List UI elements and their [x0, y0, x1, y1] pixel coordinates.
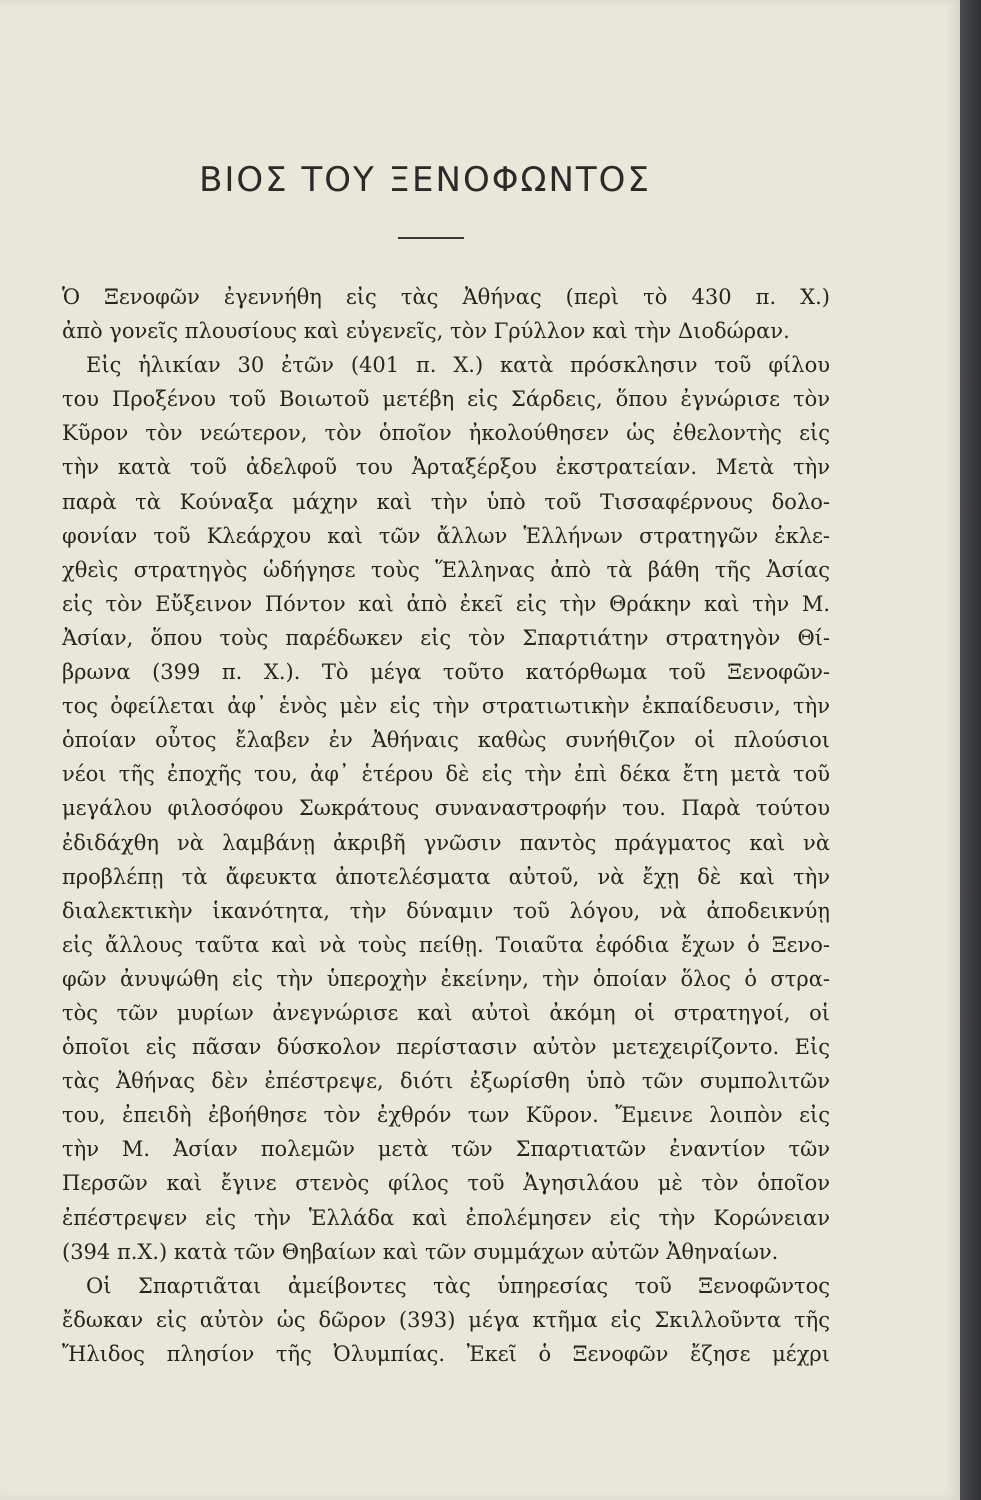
text-line: φῶν ἀνυψώθη εἰς τὴν ὑπεροχὴν ἐκείνην, τὴν ὁποίαν ὅλος ὁ στρα-: [62, 966, 830, 991]
text-line: προβλέπῃ τὰ ἄφευκτα ἀποτελέσματα αὐτοῦ, νὰ ἔχῃ δὲ καὶ τὴν: [62, 864, 830, 889]
text-line: φονίαν τοῦ Κλεάρχου καὶ τῶν ἄλλων Ἑλλήνων στρατηγῶν ἐκλε-: [62, 523, 830, 548]
text-line: χθεὶς στρατηγὸς ὡδήγησε τοὺς Ἕλληνας ἀπὸ τὰ βάθη τῆς Ἀσίας: [62, 557, 830, 582]
text-line: τος ὀφείλεται ἀφ᾽ ἑνὸς μὲν εἰς τὴν στρατιωτικὴν ἐκπαίδευσιν, τὴν: [62, 694, 830, 719]
body-text: [62, 280, 830, 1371]
text-line: Οἱ Σπαρτιᾶται ἀμείβοντες τὰς ὑπηρεσίας τοῦ Ξενοφῶντος: [86, 1273, 830, 1298]
text-line: διαλεκτικὴν ἱκανότητα, τὴν δύναμιν τοῦ λόγου, νὰ ἀποδεικνύῃ: [62, 898, 830, 923]
text-line: μεγάλου φιλοσόφου Σωκράτους συναναστροφήν του. Παρὰ τούτου: [62, 796, 830, 821]
text-line: παρὰ τὰ Κούναξα μάχην καὶ τὴν ὑπὸ τοῦ Τισσαφέρνους δολο-: [62, 489, 830, 514]
text-line: του Προξένου τοῦ Βοιωτοῦ μετέβη εἰς Σάρδεις, ὅπου ἐγνώρισε τὸν: [62, 387, 830, 412]
page-edge: [960, 0, 981, 1500]
text-line: Κῦρον τὸν νεώτερον, τὸν ὁποῖον ἠκολούθησεν ὡς ἐθελοντὴς εἰς: [62, 421, 830, 446]
text-line: Περσῶν καὶ ἔγινε στενὸς φίλος τοῦ Ἀγησιλάου μὲ τὸν ὁποῖον: [62, 1171, 830, 1196]
text-line: Εἰς ἡλικίαν 30 ἐτῶν (401 π. Χ.) κατὰ πρόσκλησιν τοῦ φίλου: [86, 353, 830, 378]
text-line: ἐδιδάχθη νὰ λαμβάνῃ ἀκριβῆ γνῶσιν παντὸς πράγματος καὶ νὰ: [62, 830, 830, 855]
text-line: εἰς ἄλλους ταῦτα καὶ νὰ τοὺς πείθῃ. Τοιαῦτα ἐφόδια ἔχων ὁ Ξενο-: [62, 932, 830, 957]
text-line: τὰς Ἀθήνας δὲν ἐπέστρεψε, διότι ἐξωρίσθη ὑπὸ τῶν συμπολιτῶν: [62, 1069, 830, 1094]
text-line: ὁποῖοι εἰς πᾶσαν δύσκολον περίστασιν αὐτὸν μετεχειρίζοντο. Εἰς: [62, 1035, 830, 1060]
page-title: ΒΙΟΣ ΤΟΥ ΞΕΝΟΦΩΝΤΟΣ: [199, 160, 651, 200]
text-line: νέοι τῆς ἐποχῆς του, ἀφ᾽ ἑτέρου δὲ εἰς τὴν ἐπὶ δέκα ἔτη μετὰ τοῦ: [62, 762, 830, 787]
text-line: ὁποίαν οὗτος ἔλαβεν ἐν Ἀθήναις καθὼς συνήθιζον οἱ πλούσιοι: [62, 728, 830, 753]
text-line: βρωνα (399 π. Χ.). Τὸ μέγα τοῦτο κατόρθωμα τοῦ Ξενοφῶν-: [62, 660, 830, 685]
text-line: τὴν κατὰ τοῦ ἀδελφοῦ του Ἀρταξέρξου ἐκστρατείαν. Μετὰ τὴν: [62, 455, 830, 480]
text-line: τὴν Μ. Ἀσίαν πολεμῶν μετὰ τῶν Σπαρτιατῶν ἐναντίον τῶν: [62, 1137, 830, 1162]
text-line: Ἤλιδος πλησίον τῆς Ὀλυμπίας. Ἐκεῖ ὁ Ξενοφῶν ἔζησε μέχρι: [62, 1341, 830, 1366]
text-line: τὸς τῶν μυρίων ἀνεγνώρισε καὶ αὐτοὶ ἀκόμη οἱ στρατηγοί, οἱ: [62, 1000, 830, 1025]
text-line: ἀπὸ γονεῖς πλουσίους καὶ εὐγενεῖς, τὸν Γρύλλον καὶ τὴν Διοδώραν.: [62, 319, 790, 344]
text-line: Ἀσίαν, ὅπου τοὺς παρέδωκεν εἰς τὸν Σπαρτιάτην στρατηγὸν Θί-: [62, 625, 830, 650]
text-line: ἐπέστρεψεν εἰς τὴν Ἑλλάδα καὶ ἐπολέμησεν εἰς τὴν Κορώνειαν: [62, 1205, 830, 1230]
text-line: εἰς τὸν Εὔξεινον Πόντον καὶ ἀπὸ ἐκεῖ εἰς τὴν Θράκην καὶ τὴν Μ.: [62, 591, 830, 616]
text-line: Ὁ Ξενοφῶν ἐγεννήθη εἰς τὰς Ἀθήνας (περὶ τὸ 430 π. Χ.): [62, 285, 830, 309]
title-rule: [398, 237, 464, 239]
text-line: ἔδωκαν εἰς αὐτὸν ὡς δῶρον (393) μέγα κτῆμα εἰς Σκιλλοῦντα τῆς: [62, 1307, 830, 1332]
text-line: (394 π.Χ.) κατὰ τῶν Θηβαίων καὶ τῶν συμμάχων αὐτῶν Ἀθηναίων.: [62, 1239, 779, 1264]
text-line: του, ἐπειδὴ ἐβοήθησε τὸν ἐχθρόν των Κῦρον. Ἔμεινε λοιπὸν εἰς: [62, 1103, 830, 1128]
